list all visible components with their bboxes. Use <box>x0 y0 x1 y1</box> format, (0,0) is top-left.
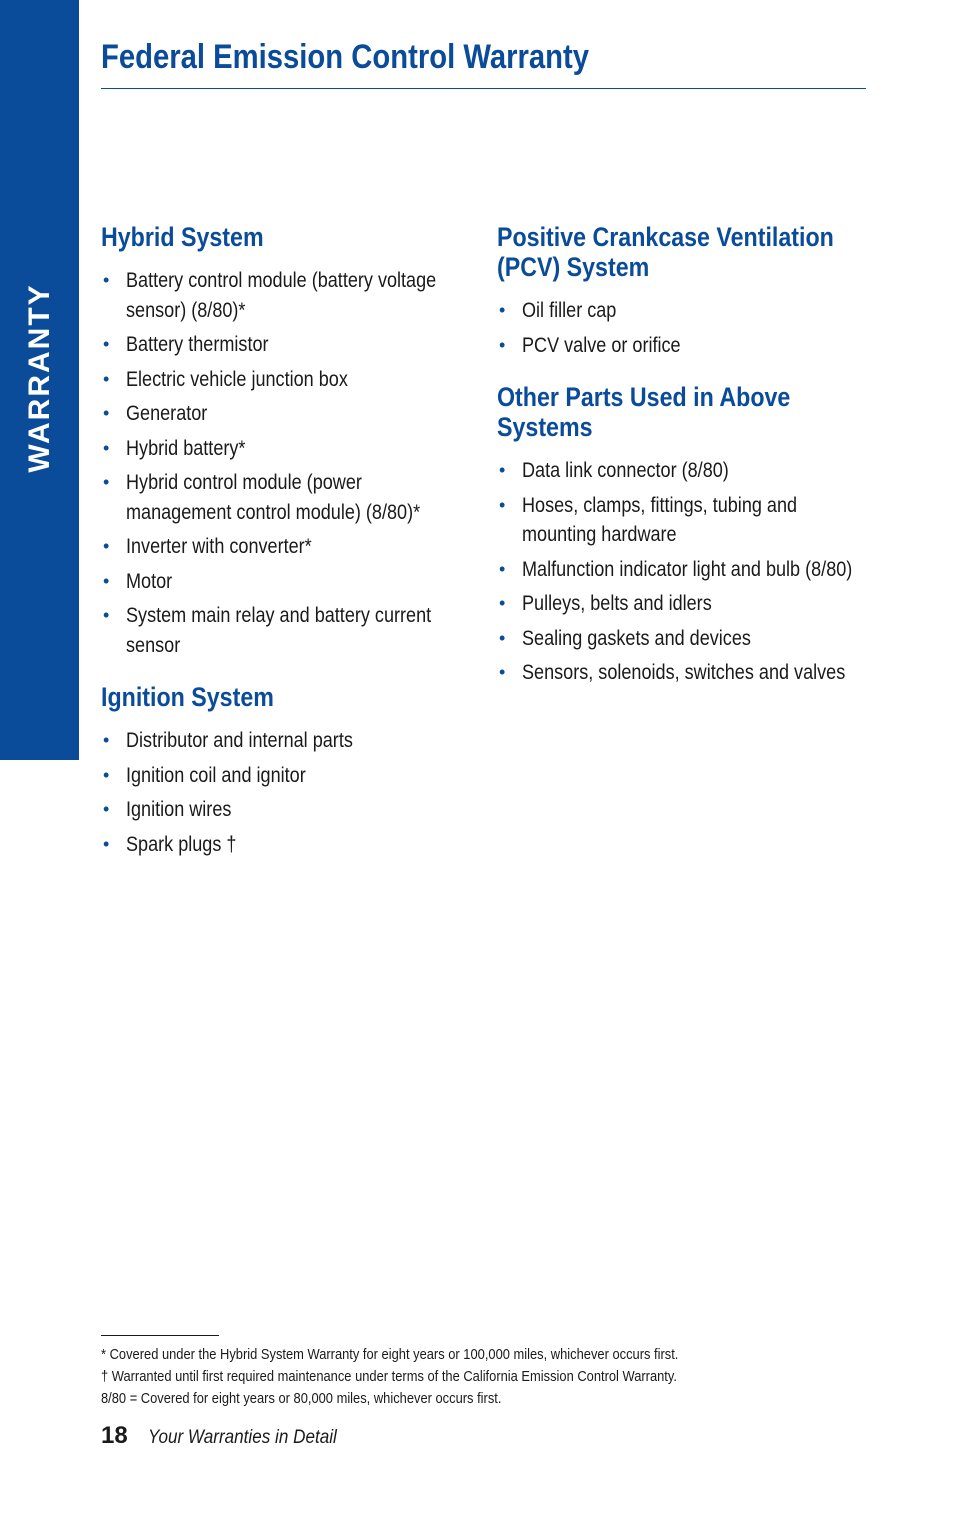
list-item: • Oil filler cap <box>497 296 867 326</box>
list-item: • Sensors, solenoids, switches and valves <box>497 658 867 688</box>
bullet-icon: • <box>103 437 110 458</box>
bullet-icon: • <box>499 460 506 480</box>
bullet-icon: • <box>103 536 110 556</box>
list-item: • Hybrid control module (power management control module) (8/80)* <box>101 468 471 527</box>
list-item: • System main relay and battery current sensor <box>101 601 471 660</box>
section-heading-other-parts: Other Parts Used in Above Systems <box>497 382 791 442</box>
footnote-divider <box>101 1335 219 1336</box>
list-item: • Distributor and internal parts <box>101 726 471 756</box>
title-divider <box>101 88 866 89</box>
pcv-system-list <box>497 296 867 360</box>
list-item: • Battery control module (battery voltage sensor) (8/80)* <box>101 266 471 325</box>
section-heading-pcv-system: Positive Crankcase Ventilation (PCV) System <box>497 222 834 282</box>
bullet-icon: • <box>103 799 110 819</box>
list-item: • Ignition wires <box>101 795 471 825</box>
footnote-hybrid-warranty: * Covered under the Hybrid System Warranty for eight years or 100,000 miles, whichever occurs first. <box>101 1346 679 1363</box>
bullet-icon: • <box>103 334 110 354</box>
list-item: • Spark plugs † <box>101 830 471 860</box>
list-item: • Hybrid battery* <box>101 434 471 464</box>
footnotes <box>101 1344 921 1410</box>
side-tab <box>0 0 79 760</box>
footnote-8-80: 8/80 = Covered for eight years or 80,000 miles, whichever occurs first. <box>101 1390 502 1407</box>
hybrid-system-list <box>101 266 471 660</box>
ignition-system-list <box>101 726 471 859</box>
right-column <box>497 222 867 710</box>
bullet-icon: • <box>499 662 506 682</box>
side-tab-label: WARRANTY <box>23 283 56 473</box>
list-item: • Pulleys, belts and idlers <box>497 589 867 619</box>
bullet-icon: • <box>103 270 110 290</box>
list-item: • Ignition coil and ignitor <box>101 761 471 791</box>
bullet-icon: • <box>103 570 110 591</box>
bullet-icon: • <box>103 833 110 854</box>
list-item: • Data link connector (8/80) <box>497 456 867 486</box>
page-title: Federal Emission Control Warranty <box>101 38 589 76</box>
list-item: • Electric vehicle junction box <box>101 365 471 395</box>
bullet-icon: • <box>103 730 110 750</box>
bullet-icon: • <box>103 472 110 492</box>
bullet-icon: • <box>103 764 110 785</box>
bullet-icon: • <box>499 334 506 355</box>
bullet-icon: • <box>499 494 506 515</box>
list-item: • Hoses, clamps, fittings, tubing and mounting hardware <box>497 491 867 550</box>
left-column <box>101 222 471 881</box>
section-heading-ignition-system: Ignition System <box>101 682 274 712</box>
list-item: • Malfunction indicator light and bulb (8/80) <box>497 555 867 585</box>
list-item: • Motor <box>101 567 471 597</box>
bullet-icon: • <box>103 403 110 423</box>
bullet-icon: • <box>499 627 506 648</box>
bullet-icon: • <box>499 593 506 613</box>
bullet-icon: • <box>499 558 506 579</box>
list-item: • Inverter with converter* <box>101 532 471 562</box>
list-item: • Generator <box>101 399 471 429</box>
bullet-icon: • <box>103 368 110 389</box>
bullet-icon: • <box>103 605 110 625</box>
other-parts-list <box>497 456 867 688</box>
footer-title: Your Warranties in Detail <box>148 1427 337 1448</box>
bullet-icon: • <box>499 300 506 320</box>
section-heading-hybrid-system: Hybrid System <box>101 222 264 252</box>
list-item: • PCV valve or orifice <box>497 331 867 361</box>
footnote-california-warranty: † Warranted until first required maintenance under terms of the California Emission Control Warranty. <box>101 1368 677 1385</box>
list-item: • Battery thermistor <box>101 330 471 360</box>
list-item: • Sealing gaskets and devices <box>497 624 867 654</box>
page-number: 18 <box>101 1422 128 1449</box>
